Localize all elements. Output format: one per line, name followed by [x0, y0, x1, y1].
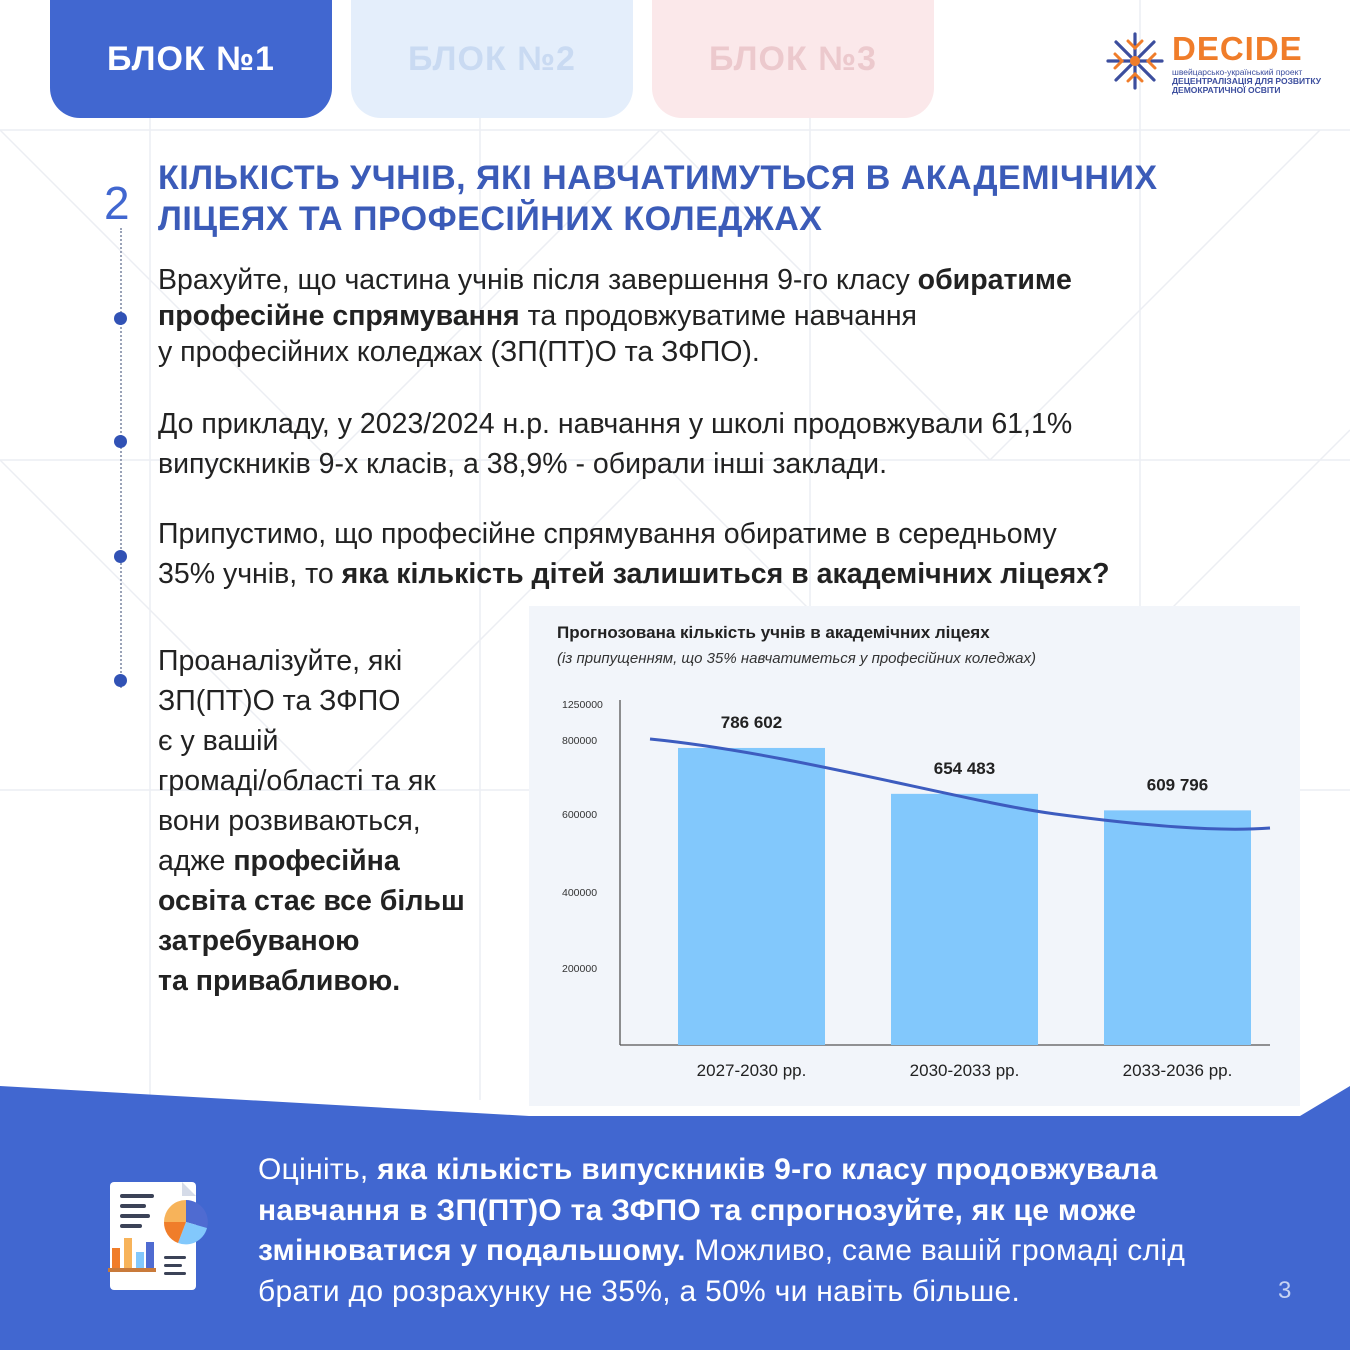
chart-y-tick-label: 1250000 — [562, 699, 603, 711]
snowflake-logo-icon — [1104, 30, 1166, 92]
chart-y-tick-label: 600000 — [562, 809, 598, 821]
section-number: 2 — [104, 177, 130, 229]
chart-data-label: 609 796 — [1146, 775, 1209, 795]
footer-call-to-action: Оцініть, яка кількість випускників 9-го класу продовжувала навчання в ЗП(ПТ)О та ЗФПО та спрогнозуйте, як це може змінюватися у подальшому. Можливо, саме вашій громаді слід брати до розрахунку не 35%, а 50% чи навіть більше. — [258, 1153, 1186, 1308]
chart-y-tick-label: 200000 — [562, 963, 598, 975]
tab-block-1[interactable]: БЛОК №1 — [50, 0, 332, 118]
chart-y-tick-label: 800000 — [562, 735, 598, 747]
chart-category-label: 2033-2036 рр. — [1122, 1061, 1233, 1080]
timeline-dot — [114, 312, 127, 325]
logo-tagline-2: ДЕЦЕНТРАЛІЗАЦІЯ ДЛЯ РОЗВИТКУ — [1172, 76, 1322, 86]
tab-block-2[interactable]: БЛОК №2 — [351, 0, 633, 118]
chart-title: Прогнозована кількість учнів в академічних ліцеях — [557, 623, 990, 642]
timeline-dot — [114, 550, 127, 563]
paragraph-professional-direction: Врахуйте, що частина учнів після завершення 9-го класу обиратиме професійне спрямування та продовжуватиме навчання у професійних коледжах (ЗП(ПТ)О та ЗФПО). — [158, 264, 1072, 368]
logo-wordmark: DECIDE — [1172, 30, 1303, 67]
decide-logo — [1104, 30, 1322, 96]
chart-y-tick-label: 400000 — [562, 887, 598, 899]
paragraph-analyze-colleges: Проаналізуйте, які ЗП(ПТ)О та ЗФПО є у вашій громаді/області та як вони розвиваються, адже професійна освіта стає все більш затребуваною та привабливою. — [158, 645, 465, 997]
page-number: 3 — [1278, 1277, 1292, 1304]
report-chart-icon — [96, 1176, 214, 1294]
timeline-dot — [114, 435, 127, 448]
paragraph-example-stats: До прикладу, у 2023/2024 н.р. навчання у школі продовжували 61,1% випускників 9-х класів, а 38,9% - обирали інші заклади. — [158, 408, 1073, 480]
logo-tagline-3: ДЕМОКРАТИЧНОЇ ОСВІТИ — [1172, 85, 1281, 95]
chart-panel — [529, 606, 1300, 1106]
logo-tagline-1: швейцарсько-український проект — [1172, 67, 1303, 77]
chart-data-label: 654 483 — [933, 758, 996, 778]
tab-block-3[interactable]: БЛОК №3 — [652, 0, 934, 118]
chart-subtitle: (із припущенням, що 35% навчатиметься у професійних коледжах) — [557, 650, 1037, 667]
section-title: КІЛЬКІСТЬ УЧНІВ, ЯКІ НАВЧАТИМУТЬСЯ В АКАДЕМІЧНИХ ЛІЦЕЯХ ТА ПРОФЕСІЙНИХ КОЛЕДЖАХ — [158, 159, 1158, 238]
chart-data-label: 786 602 — [720, 712, 783, 732]
timeline-dot — [114, 674, 127, 687]
chart-category-label: 2030-2033 рр. — [909, 1061, 1020, 1080]
paragraph-assumption: Припустимо, що професійне спрямування обиратиме в середньому 35% учнів, то яка кількість дітей залишиться в академічних ліцеях? — [158, 518, 1110, 590]
timeline-line — [120, 228, 122, 688]
chart-category-label: 2027-2030 рр. — [696, 1061, 807, 1080]
